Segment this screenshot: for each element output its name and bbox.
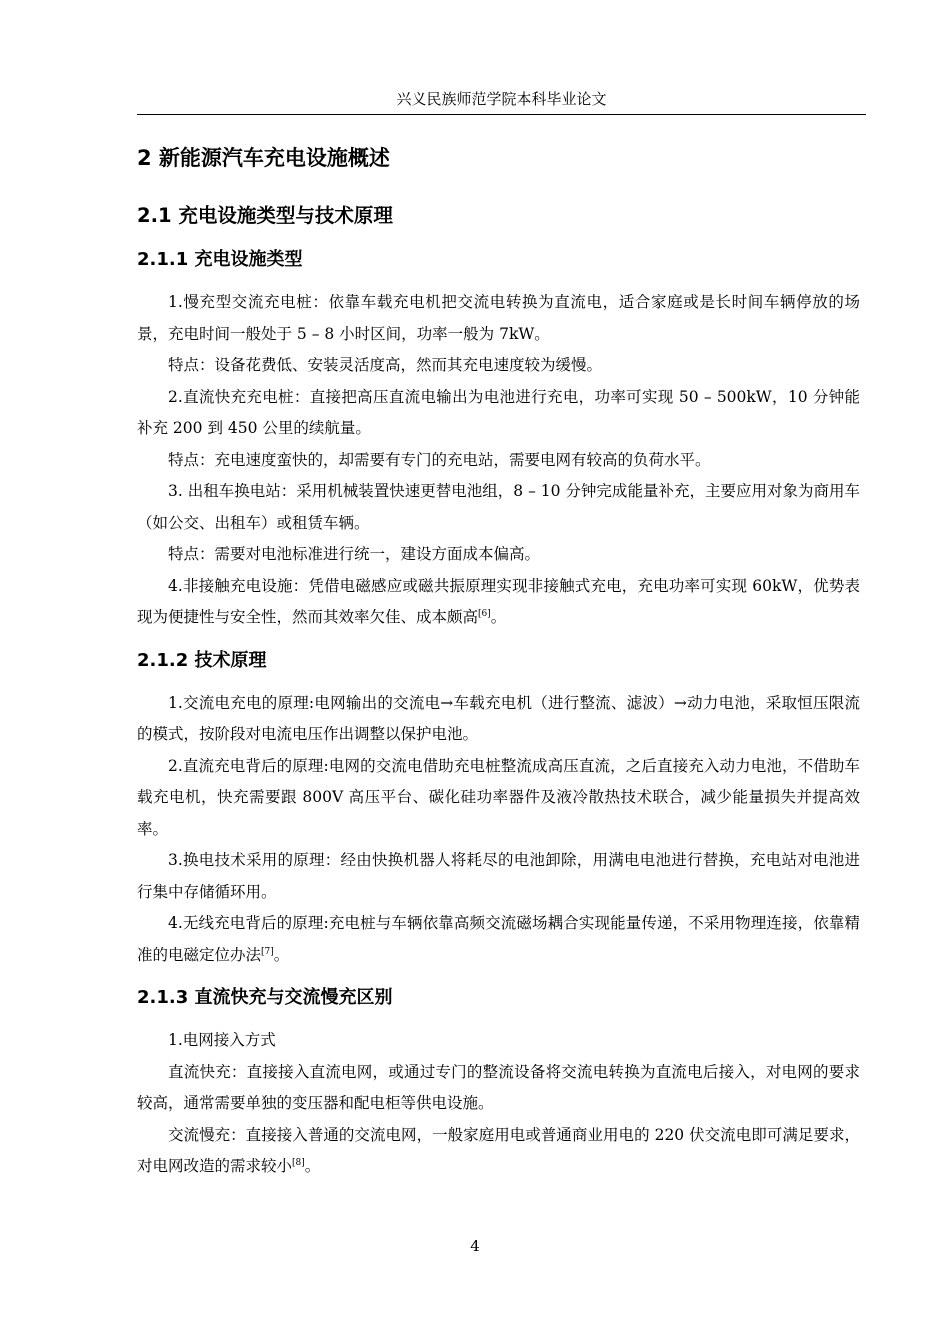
paragraph-text: 交流慢充：直接接入普通的交流电网，一般家庭用电或普通商业用电的 220 伏交流电即可满足要求，对电网改造的需求较小 — [137, 1125, 860, 1175]
paragraph-end: 。 — [490, 608, 507, 626]
subsection-title-2-1-2: 2.1.2 技术原理 — [137, 649, 267, 671]
paragraph: 特点：需要对电池标准进行统一，建设方面成本偏高。 — [168, 545, 541, 563]
paragraph-text: 4.非接触充电设施：凭借电磁感应或磁共振原理实现非接触式充电，充电功率可实现 60kW，优势表现为便捷性与安全性，然而其效率欠佳、成本颇高 — [137, 576, 860, 626]
citation-ref: [7] — [261, 946, 274, 957]
page-number: 4 — [470, 1237, 480, 1255]
chapter-title: 2 新能源汽车充电设施概述 — [137, 146, 390, 170]
page-header — [137, 88, 866, 115]
paragraph: 3. 出租车换电站：采用机械装置快速更替电池组，8 – 10 分钟完成能量补充，主要应用对象为商用车（如公交、出租车）或租赁车辆。 — [137, 482, 860, 532]
paragraph: 1.交流电充电的原理:电网输出的交流电→车载充电机（进行整流、滤波）→动力电池，采取恒压限流的模式，按阶段对电流电压作出调整以保护电池。 — [137, 693, 860, 743]
subsection-title-2-1-3: 2.1.3 直流快充与交流慢充区别 — [137, 987, 393, 1008]
paragraph: 1.慢充型交流充电桩：依靠车载充电机把交流电转换为直流电，适合家庭或是长时间车辆停放的场景，充电时间一般处于 5 – 8 小时区间，功率一般为 7kW。 — [137, 293, 860, 343]
paragraph: 特点：充电速度蛮快的，却需要有专门的充电站，需要电网有较高的负荷水平。 — [168, 450, 711, 469]
paragraph: 2.直流充电背后的原理:电网的交流电借助充电桩整流成高压直流，之后直接充入动力电池，不借助车载充电机，快充需要跟 800V 高压平台、碳化硅功率器件及液冷散热技术联合，减少能量损失并提高效率。 — [137, 756, 860, 838]
section-title-2-1: 2.1 充电设施类型与技术原理 — [137, 204, 393, 227]
header-title: 兴义民族师范学院本科毕业论文 — [396, 90, 607, 108]
paragraph-end: 。 — [304, 1157, 321, 1175]
page-content — [137, 140, 860, 1183]
paragraph-with-citation — [137, 908, 860, 971]
subsection-title-2-1-1: 2.1.1 充电设施类型 — [137, 249, 303, 270]
paragraph: 直流快充：直接接入直流电网，或通过专门的整流设备将交流电转换为直流电后接入，对电网的要求较高，通常需要单独的变压器和配电柜等供电设施。 — [137, 1062, 860, 1112]
paragraph-text: 4.无线充电背后的原理:充电桩与车辆依靠高频交流磁场耦合实现能量传递，不采用物理连接，依靠精准的电磁定位办法 — [137, 914, 860, 964]
citation-ref: [6] — [478, 608, 491, 619]
paragraph: 3.换电技术采用的原理：经由快换机器人将耗尽的电池卸除，用满电电池进行替换，充电站对电池进行集中存储循环用。 — [137, 851, 860, 901]
paragraph: 特点：设备花费低、安装灵活度高，然而其充电速度较为缓慢。 — [168, 356, 603, 374]
paragraph-with-citation — [137, 571, 860, 634]
paragraph-end: 。 — [273, 945, 290, 964]
citation-ref: [8] — [292, 1157, 305, 1168]
paragraph-with-citation — [137, 1120, 860, 1183]
paragraph: 2.直流快充充电桩：直接把高压直流电输出为电池进行充电，功率可实现 50 – 500kW，10 分钟能补充 200 到 450 公里的续航量。 — [137, 387, 860, 437]
paragraph: 1.电网接入方式 — [168, 1031, 276, 1049]
